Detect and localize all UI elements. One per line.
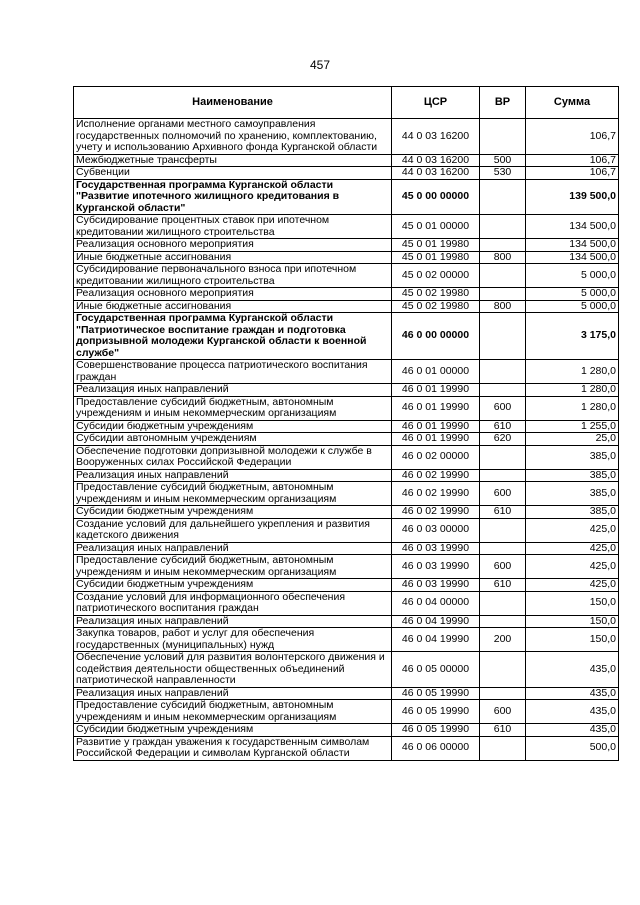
table-row — [74, 215, 619, 239]
cell-sum: 385,0 — [526, 445, 619, 469]
cell-vr — [480, 591, 526, 615]
cell-vr — [480, 313, 526, 360]
cell-csr: 45 0 00 00000 — [392, 179, 480, 215]
cell-sum: 435,0 — [526, 700, 619, 724]
table-row — [74, 518, 619, 542]
cell-csr: 46 0 03 00000 — [392, 518, 480, 542]
table-row — [74, 119, 619, 155]
cell-sum: 385,0 — [526, 469, 619, 482]
cell-csr: 45 0 01 19980 — [392, 239, 480, 252]
cell-sum: 150,0 — [526, 615, 619, 628]
cell-vr: 610 — [480, 506, 526, 519]
cell-csr: 44 0 03 16200 — [392, 167, 480, 180]
cell-name: Субсидирование процентных ставок при ипотечном кредитовании жилищного строительства — [74, 215, 392, 239]
cell-csr: 44 0 03 16200 — [392, 154, 480, 167]
cell-name: Субсидии бюджетным учреждениям — [74, 420, 392, 433]
table-row — [74, 469, 619, 482]
table-row — [74, 736, 619, 760]
cell-csr: 46 0 05 00000 — [392, 652, 480, 688]
cell-name: Совершенствование процесса патриотического воспитания граждан — [74, 360, 392, 384]
cell-vr — [480, 288, 526, 301]
cell-name: Иные бюджетные ассигнования — [74, 300, 392, 313]
cell-vr — [480, 736, 526, 760]
header-name: Наименование — [74, 87, 392, 119]
cell-name: Предоставление субсидий бюджетным, автономным учреждениям и иным некоммерческим организациям — [74, 396, 392, 420]
cell-sum: 435,0 — [526, 687, 619, 700]
cell-name: Субсидии автономным учреждениям — [74, 433, 392, 446]
cell-vr — [480, 687, 526, 700]
table-row — [74, 700, 619, 724]
cell-sum: 1 280,0 — [526, 360, 619, 384]
cell-name: Реализация иных направлений — [74, 687, 392, 700]
cell-sum: 1 255,0 — [526, 420, 619, 433]
table-row — [74, 433, 619, 446]
cell-sum: 3 175,0 — [526, 313, 619, 360]
table-row — [74, 591, 619, 615]
cell-name: Субсидии бюджетным учреждениям — [74, 724, 392, 737]
cell-sum: 425,0 — [526, 555, 619, 579]
cell-sum: 385,0 — [526, 506, 619, 519]
cell-csr: 46 0 02 19990 — [392, 469, 480, 482]
cell-vr: 800 — [480, 251, 526, 264]
cell-sum: 1 280,0 — [526, 396, 619, 420]
cell-sum: 425,0 — [526, 518, 619, 542]
cell-csr: 46 0 01 00000 — [392, 360, 480, 384]
table-row — [74, 288, 619, 301]
cell-sum: 25,0 — [526, 433, 619, 446]
cell-csr: 46 0 03 19990 — [392, 555, 480, 579]
cell-sum: 5 000,0 — [526, 288, 619, 301]
table-body — [74, 119, 619, 761]
cell-csr: 46 0 02 00000 — [392, 445, 480, 469]
cell-name: Обеспечение подготовки допризывной молодежи к службе в Вооруженных силах Российской Федерации — [74, 445, 392, 469]
cell-sum: 106,7 — [526, 154, 619, 167]
cell-name: Развитие у граждан уважения к государственным символам Российской Федерации и символам Курганской области — [74, 736, 392, 760]
cell-csr: 45 0 02 19980 — [392, 300, 480, 313]
table-row — [74, 420, 619, 433]
cell-csr: 46 0 04 19990 — [392, 628, 480, 652]
table-row — [74, 724, 619, 737]
page-number: 457 — [309, 58, 331, 72]
header-sum: Сумма — [526, 87, 619, 119]
cell-csr: 46 0 00 00000 — [392, 313, 480, 360]
cell-vr — [480, 239, 526, 252]
cell-vr: 600 — [480, 482, 526, 506]
cell-vr — [480, 615, 526, 628]
cell-vr: 610 — [480, 420, 526, 433]
table-row — [74, 239, 619, 252]
cell-csr: 46 0 03 19990 — [392, 579, 480, 592]
cell-sum: 425,0 — [526, 542, 619, 555]
cell-csr: 45 0 02 00000 — [392, 264, 480, 288]
table-row — [74, 300, 619, 313]
cell-csr: 46 0 02 19990 — [392, 482, 480, 506]
table-row — [74, 251, 619, 264]
cell-vr — [480, 445, 526, 469]
cell-csr: 46 0 05 19990 — [392, 687, 480, 700]
table-row — [74, 445, 619, 469]
cell-vr — [480, 469, 526, 482]
cell-name: Иные бюджетные ассигнования — [74, 251, 392, 264]
cell-vr: 620 — [480, 433, 526, 446]
table-row — [74, 313, 619, 360]
cell-vr — [480, 360, 526, 384]
cell-sum: 106,7 — [526, 167, 619, 180]
cell-sum: 106,7 — [526, 119, 619, 155]
cell-vr — [480, 652, 526, 688]
cell-name: Предоставление субсидий бюджетным, автономным учреждениям и иным некоммерческим организациям — [74, 700, 392, 724]
cell-name: Субсидии бюджетным учреждениям — [74, 579, 392, 592]
cell-name: Субсидии бюджетным учреждениям — [74, 506, 392, 519]
cell-name: Реализация иных направлений — [74, 615, 392, 628]
table-row — [74, 396, 619, 420]
table-row — [74, 482, 619, 506]
cell-sum: 150,0 — [526, 628, 619, 652]
cell-name: Реализация иных направлений — [74, 384, 392, 397]
cell-vr: 200 — [480, 628, 526, 652]
cell-sum: 425,0 — [526, 579, 619, 592]
cell-name: Исполнение органами местного самоуправления государственных полномочий по хранению, комплектованию, учету и использованию Архивного фонда Курганской области — [74, 119, 392, 155]
cell-sum: 385,0 — [526, 482, 619, 506]
cell-vr: 610 — [480, 724, 526, 737]
header-vr: ВР — [480, 87, 526, 119]
cell-csr: 46 0 04 00000 — [392, 591, 480, 615]
cell-vr — [480, 518, 526, 542]
cell-csr: 46 0 06 00000 — [392, 736, 480, 760]
cell-sum: 134 500,0 — [526, 239, 619, 252]
table-row — [74, 615, 619, 628]
table-row — [74, 506, 619, 519]
table-row — [74, 628, 619, 652]
cell-name: Реализация иных направлений — [74, 469, 392, 482]
cell-vr: 600 — [480, 700, 526, 724]
table-row — [74, 579, 619, 592]
table-row — [74, 154, 619, 167]
table-row — [74, 360, 619, 384]
cell-sum: 139 500,0 — [526, 179, 619, 215]
table-row — [74, 542, 619, 555]
cell-name: Реализация основного мероприятия — [74, 239, 392, 252]
header-row — [74, 87, 619, 119]
cell-csr: 46 0 02 19990 — [392, 506, 480, 519]
budget-table — [73, 86, 619, 761]
cell-name: Государственная программа Курганской области "Патриотическое воспитание граждан и подготовка допризывной молодежи Курганской области к военной службе" — [74, 313, 392, 360]
cell-csr: 45 0 02 19980 — [392, 288, 480, 301]
cell-name: Реализация основного мероприятия — [74, 288, 392, 301]
table-row — [74, 264, 619, 288]
table-row — [74, 652, 619, 688]
cell-name: Субсидирование первоначального взноса при ипотечном кредитовании жилищного строительства — [74, 264, 392, 288]
cell-vr — [480, 264, 526, 288]
cell-vr: 600 — [480, 555, 526, 579]
cell-vr: 500 — [480, 154, 526, 167]
cell-vr — [480, 179, 526, 215]
cell-name: Закупка товаров, работ и услуг для обеспечения государственных (муниципальных) нужд — [74, 628, 392, 652]
cell-sum: 435,0 — [526, 724, 619, 737]
cell-vr — [480, 215, 526, 239]
cell-name: Государственная программа Курганской области "Развитие ипотечного жилищного кредитования в Курганской области" — [74, 179, 392, 215]
cell-csr: 44 0 03 16200 — [392, 119, 480, 155]
cell-csr: 46 0 04 19990 — [392, 615, 480, 628]
cell-vr — [480, 384, 526, 397]
cell-sum: 5 000,0 — [526, 264, 619, 288]
cell-name: Межбюджетные трансферты — [74, 154, 392, 167]
cell-sum: 1 280,0 — [526, 384, 619, 397]
cell-csr: 46 0 01 19990 — [392, 384, 480, 397]
header-csr: ЦСР — [392, 87, 480, 119]
cell-sum: 150,0 — [526, 591, 619, 615]
cell-name: Создание условий для информационного обеспечения патриотического воспитания граждан — [74, 591, 392, 615]
cell-csr: 45 0 01 00000 — [392, 215, 480, 239]
cell-sum: 435,0 — [526, 652, 619, 688]
cell-csr: 46 0 05 19990 — [392, 700, 480, 724]
table-row — [74, 167, 619, 180]
cell-vr — [480, 542, 526, 555]
cell-name: Обеспечение условий для развития волонтерского движения и содействия деятельности общественных объединений патриотической направленности — [74, 652, 392, 688]
cell-sum: 134 500,0 — [526, 251, 619, 264]
table-row — [74, 179, 619, 215]
cell-vr: 800 — [480, 300, 526, 313]
cell-vr: 600 — [480, 396, 526, 420]
cell-name: Реализация иных направлений — [74, 542, 392, 555]
cell-sum: 5 000,0 — [526, 300, 619, 313]
cell-csr: 46 0 01 19990 — [392, 396, 480, 420]
cell-name: Субвенции — [74, 167, 392, 180]
cell-csr: 45 0 01 19980 — [392, 251, 480, 264]
cell-name: Предоставление субсидий бюджетным, автономным учреждениям и иным некоммерческим организациям — [74, 482, 392, 506]
cell-vr: 610 — [480, 579, 526, 592]
cell-sum: 500,0 — [526, 736, 619, 760]
cell-vr — [480, 119, 526, 155]
table-row — [74, 384, 619, 397]
cell-name: Предоставление субсидий бюджетным, автономным учреждениям и иным некоммерческим организациям — [74, 555, 392, 579]
table-row — [74, 687, 619, 700]
cell-csr: 46 0 01 19990 — [392, 420, 480, 433]
table-row — [74, 555, 619, 579]
cell-csr: 46 0 01 19990 — [392, 433, 480, 446]
cell-csr: 46 0 03 19990 — [392, 542, 480, 555]
cell-name: Создание условий для дальнейшего укрепления и развития кадетского движения — [74, 518, 392, 542]
cell-vr: 530 — [480, 167, 526, 180]
cell-sum: 134 500,0 — [526, 215, 619, 239]
cell-csr: 46 0 05 19990 — [392, 724, 480, 737]
